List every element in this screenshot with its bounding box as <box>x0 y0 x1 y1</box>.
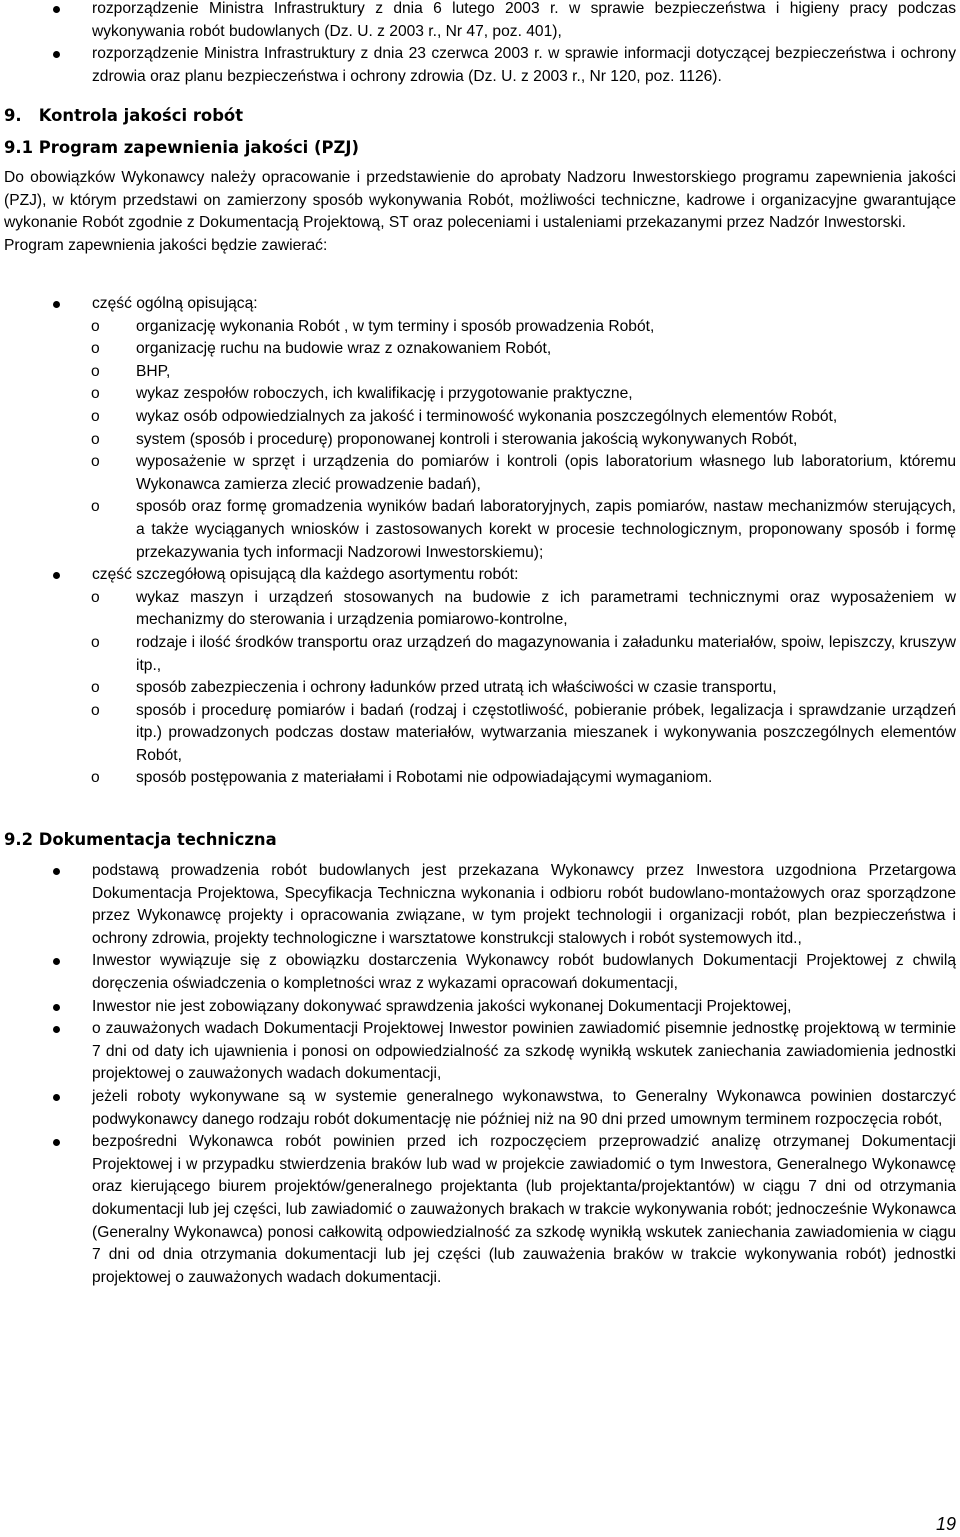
list-item: rozporządzenie Ministra Infrastruktury z dnia 23 czerwca 2003 r. w sprawie informacji dotyczącej bezpieczeństwa i ochrony zdrowia oraz planu bezpieczeństwa i ochrony zdrowia (Dz. U. z 2003 r., Nr 120, poz. 1126). <box>0 43 960 88</box>
sub-marker: o <box>91 407 100 425</box>
list-item <box>0 293 960 316</box>
list-item: Inwestor nie jest zobowiązany dokonywać sprawdzenia jakości wykonanej Dokumentacji Projektowej, <box>0 996 960 1019</box>
list-item <box>0 564 960 587</box>
list-item: Inwestor wywiązuje się z obowiązku dostarczenia Wykonawcy robót budowlanych Dokumentacji Projektowej z chwilą doręczenia oświadczenia o kompletności wraz z wykazami opracowań dokumentacji, <box>0 950 960 995</box>
paragraph: Do obowiązków Wykonawcy należy opracowanie i przedstawienie do aprobaty Nadzoru Inwestorskiego programu zapewnienia jakości (PZJ), w którym przedstawi on zamierzony sposób wykonywania Robót, możliwości techniczne, kadrowe i organizacyjne gwarantujące wykonanie Robót zgodnie z Dokumentacją Projektową, ST oraz poleceniami i ustaleniami przekazanymi przez Nadzór Inwestorski. <box>4 169 956 232</box>
sub-marker: o <box>91 317 100 335</box>
sub-list-item: o BHP, <box>0 361 960 384</box>
sub-marker: o <box>91 679 100 697</box>
sub-list-item: o wykaz zespołów roboczych, ich kwalifikację i przygotowanie praktyczne, <box>0 383 960 406</box>
sub-list-item: o sposób i procedurę pomiarów i badań (rodzaj i częstotliwość, pobieranie próbek, legalizacja i sprawdzanie urządzeń itp.) prowadzonych podczas dostaw materiałów, wytwarzania mieszanek i wykonywania poszczególnych elementów Robót, <box>91 701 956 764</box>
list-label: część ogólną opisującą: <box>92 295 258 312</box>
sub-marker: o <box>91 430 100 448</box>
list-item: bezpośredni Wykonawca robót powinien przed ich rozpoczęciem przeprowadzić analizę otrzymanej Dokumentacji Projektowej i w przypadku stwierdzenia braków lub wad w projekcie zawiadomić o tym Inwestora, Generalnego Wykonawcę oraz kierującego biurem projektów/generalnego projektanta (lub projektanta/projektantów) w ciągu 7 dni od otrzymania dokumentacji lub jej części, lub zawiadomić o zauważonych brakach w trakcie wykonywania robót; jednocześnie Wykonawca (Generalny Wykonawca) ponosi całkowitą odpowiedzialność za szkodę wynikłą wskutek zaniechania zawiadomienia w ciągu 7 dni od dnia otrzymania dokumentacji lub jej części (lub zauważenia braków w trakcie wykonywania robót) jednostki projektowej o zauważonych wadach dokumentacji. <box>0 1131 960 1289</box>
sub-marker: o <box>91 633 100 651</box>
list-item: rozporządzenie Ministra Infrastruktury z dnia 6 lutego 2003 r. w sprawie bezpieczeństwa i higieny pracy podczas wykonywania robót budowlanych (Dz. U. z 2003 r., Nr 47, poz. 401), <box>0 0 960 43</box>
sub-marker: o <box>91 701 100 719</box>
section-92-bullets <box>0 860 960 1289</box>
list-item: jeżeli roboty wykonywane są w systemie generalnego wykonawstwa, to Generalny Wykonawca powinien dostarczyć podwykonawcy danego rodzaju robót dokumentację nie później niż na 90 dni przed umownym terminem rozpoczęcia robót, <box>0 1086 960 1131</box>
list-item: podstawą prowadzenia robót budowlanych jest przekazana Wykonawcy przez Inwestora uzgodniona Przetargowa Dokumentacja Projektowa, Specyfikacja Techniczna wykonania i odbioru robót budowlano-montażowych oraz sporządzone przez Wykonawcę projekty i opracowania związane, w tym projekt technologii i organizacji robót, plan bezpieczeństwa i ochrony zdrowia, projekty technologiczne i warsztatowe konstrukcji stalowych i robót systemowych itd., <box>0 860 960 950</box>
sub-list-item: o system (sposób i procedurę) proponowanej kontroli i sterowania jakością wykonywanych Robót, <box>0 429 960 452</box>
sub-list-item: o organizację wykonania Robót , w tym terminy i sposób prowadzenia Robót, <box>0 316 960 339</box>
sub-marker: o <box>91 385 100 403</box>
program-lists <box>0 293 960 790</box>
sub-list-item: o wykaz osób odpowiedzialnych za jakość i terminowość wykonania poszczególnych elementów Robót, <box>0 406 960 429</box>
page-number: 19 <box>935 1514 956 1534</box>
sub-marker: o <box>91 588 100 606</box>
list-item: o zauważonych wadach Dokumentacji Projektowej Inwestor powinien zawiadomić pisemnie jednostkę projektową w terminie 7 dni od daty ich ujawnienia i ponosi on odpowiedzialność za szkodę wynikłą wskutek zaniechania zawiadomienia jednostki projektowej o zauważonych wadach dokumentacji, <box>0 1018 960 1086</box>
sub-list-item: o wykaz maszyn i urządzeń stosowanych na budowie z ich parametrami technicznymi oraz wyposażeniem w mechanizmy do sterowania i urządzenia pomiarowo-kontrolne, <box>91 588 956 629</box>
sub-marker: o <box>91 340 100 358</box>
sub-list-item: o rodzaje i ilość środków transportu oraz urządzeń do magazynowania i załadunku materiałów, spoiw, lepiszczy, kruszyw itp., <box>91 633 956 674</box>
sub-marker: o <box>91 769 100 787</box>
sub-marker: o <box>91 453 100 471</box>
section-heading: 9. Kontrola jakości robót <box>4 106 244 125</box>
subsection-heading: 9.2 Dokumentacja techniczna <box>4 830 277 849</box>
sub-marker: o <box>91 498 100 516</box>
section-91-body <box>4 167 956 257</box>
sub-list-item: o wyposażenie w sprzęt i urządzenia do pomiarów i kontroli (opis laboratorium własnego lub laboratorium, któremu Wykonawca zamierza zlecić prowadzenie badań), <box>91 453 956 493</box>
sub-list-item: o sposób oraz formę gromadzenia wyników badań laboratoryjnych, zapis pomiarów, nastaw mechanizmów sterujących, a także wyciąganych wniosków i zastosowanych korekt w procesie technologicznym, proponowany sposób i formę przekazywania tych informacji Nadzorowi Inwestorskiemu); <box>91 498 956 561</box>
top-bullets <box>0 0 960 88</box>
sub-marker: o <box>91 362 100 380</box>
sub-list-item: o sposób zabezpieczenia i ochrony ładunków przed utratą ich właściwości w czasie transportu, <box>0 677 960 700</box>
sub-list-item: o sposób postępowania z materiałami i Robotami nie odpowiadającymi wymaganiom. <box>0 767 960 790</box>
sub-list-item: o organizację ruchu na budowie wraz z oznakowaniem Robót, <box>0 338 960 361</box>
paragraph: Program zapewnienia jakości będzie zawierać: <box>4 236 328 254</box>
subsection-heading: 9.1 Program zapewnienia jakości (PZJ) <box>4 138 359 157</box>
list-label: część szczegółową opisującą dla każdego asortymentu robót: <box>92 566 519 584</box>
